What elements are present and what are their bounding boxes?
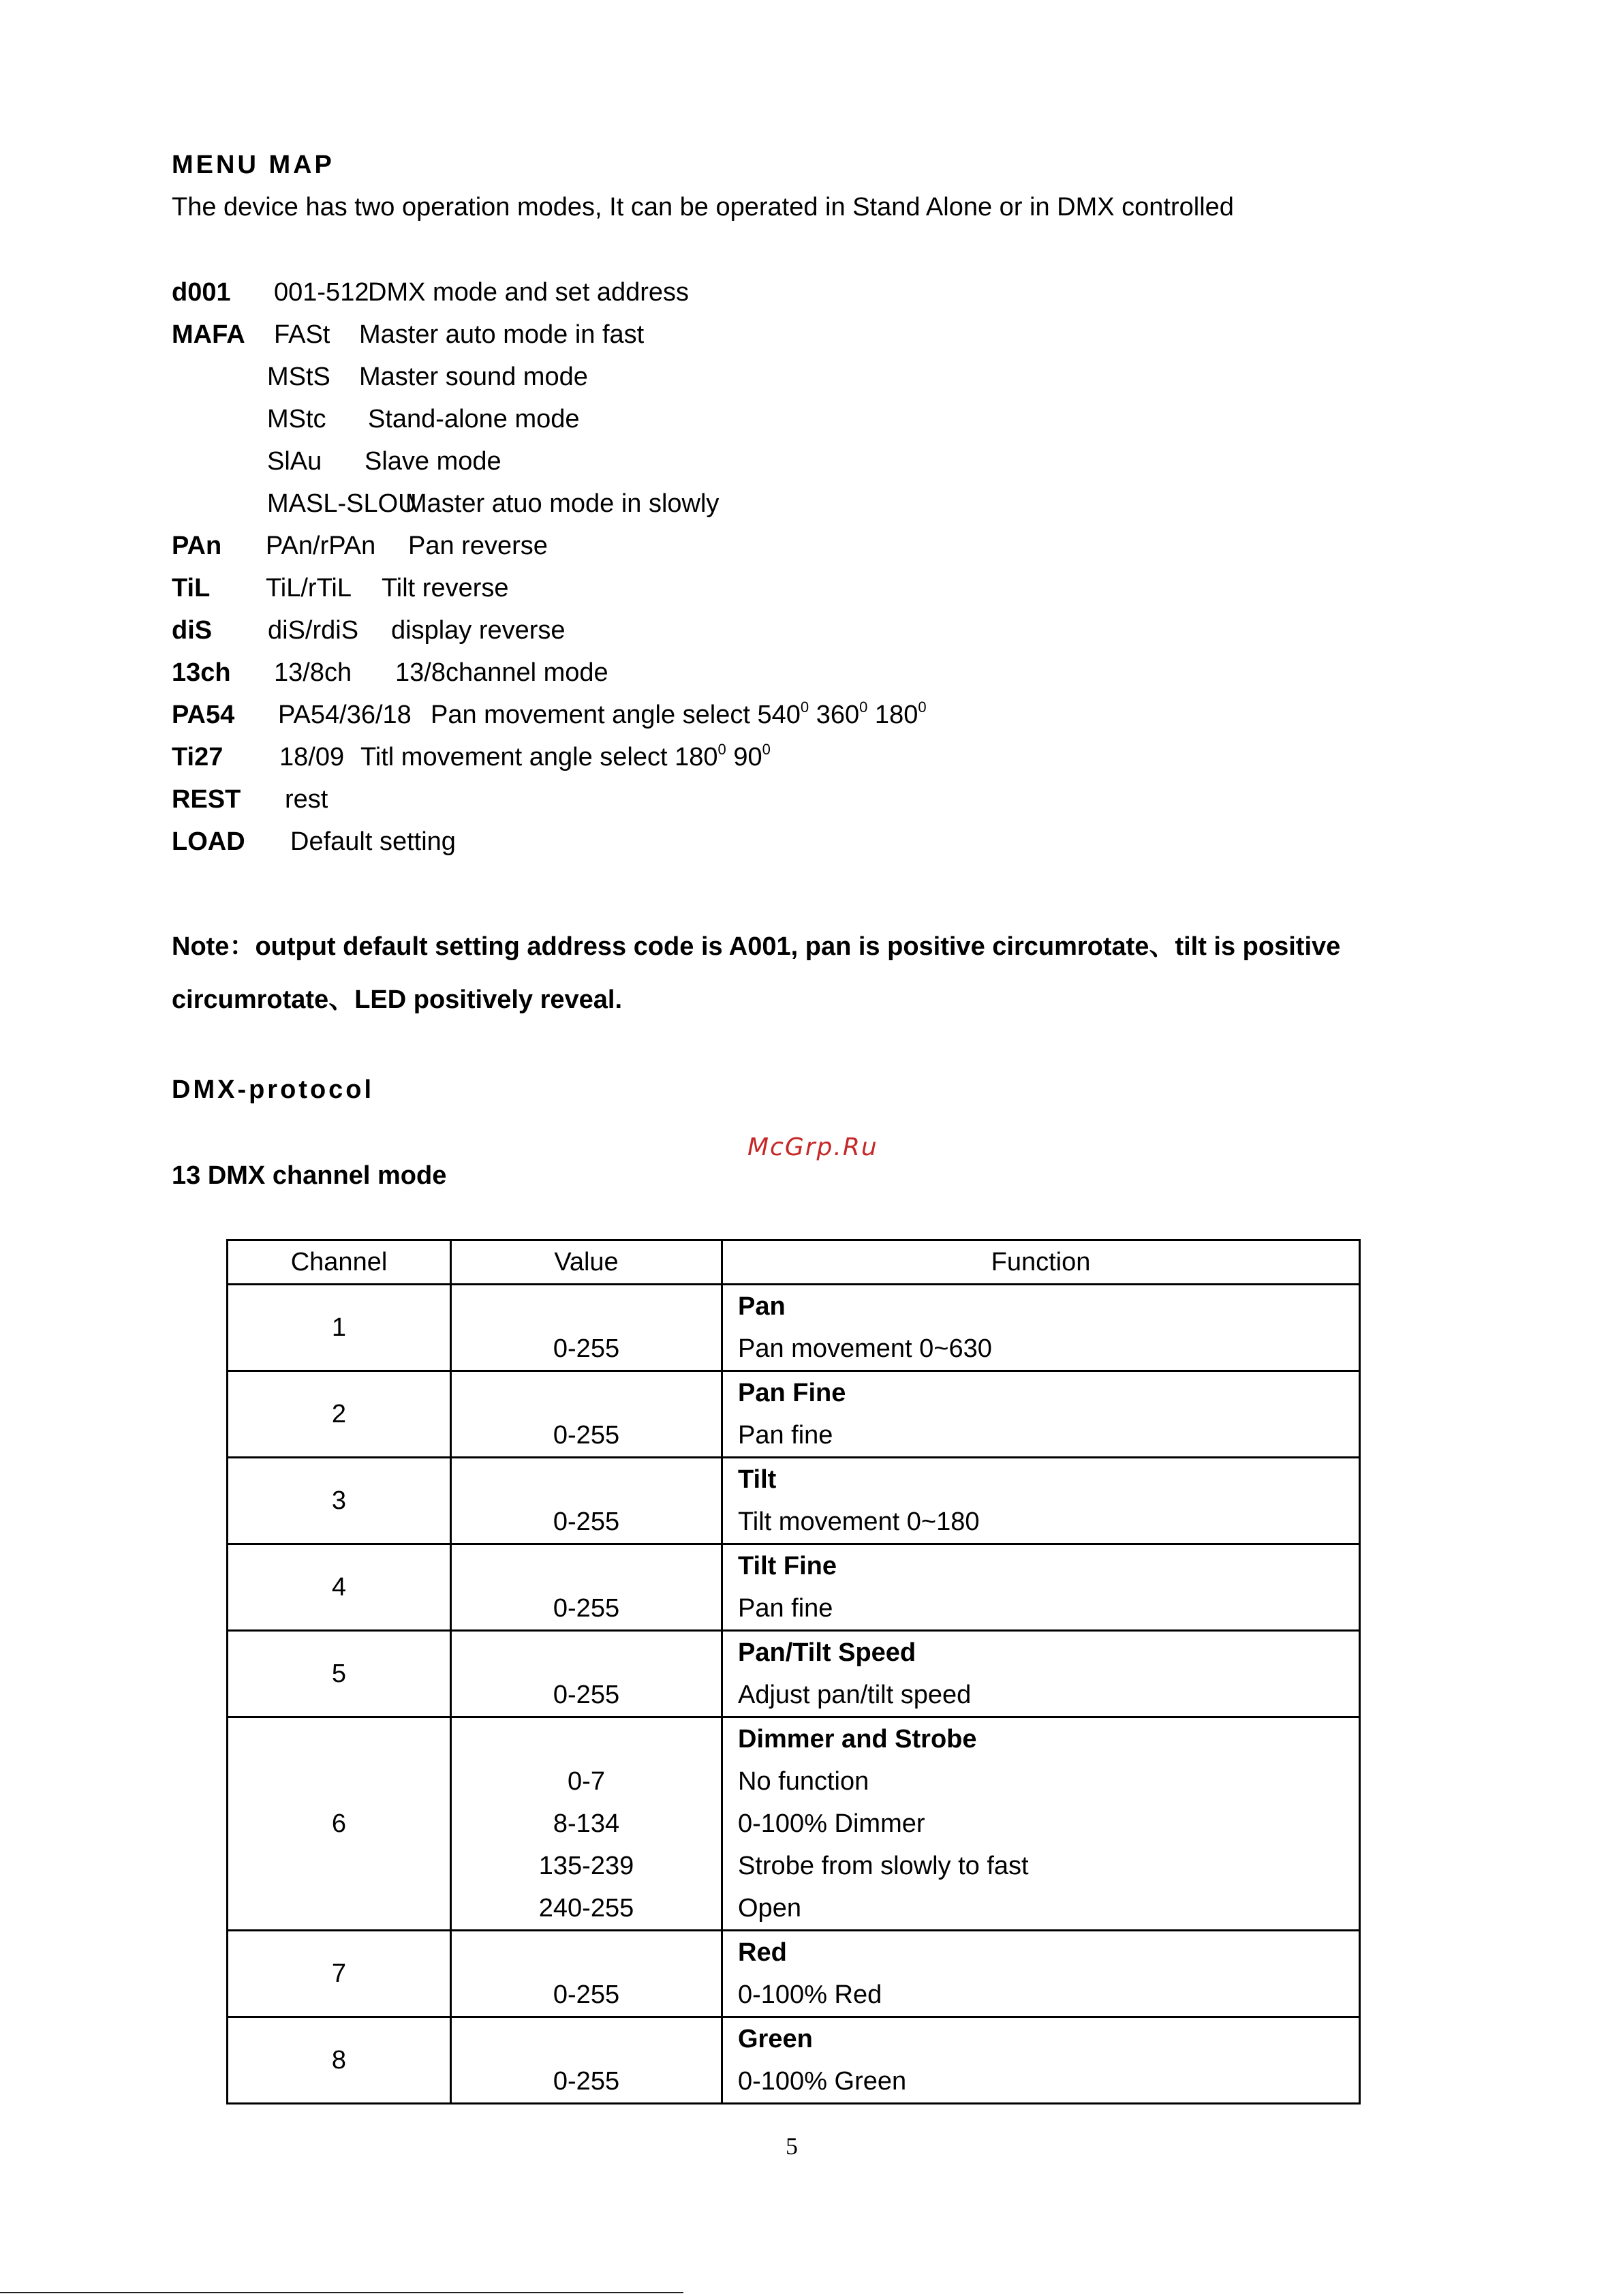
function-title: Pan [738, 1292, 786, 1321]
channel-cell: 8 [228, 2017, 451, 2104]
function-cell [722, 1458, 1360, 1544]
menu-item-description: Pan reverse [408, 532, 548, 560]
table-header-row [228, 1240, 1360, 1285]
degree-mark: 0 [800, 699, 809, 716]
menu-item-key: LOAD [172, 827, 245, 856]
table-row [228, 1285, 1360, 1371]
function-description: No function [738, 1767, 869, 1796]
table-row [228, 1631, 1360, 1717]
menu-item-key: diS [172, 616, 213, 645]
degree-mark: 0 [918, 699, 927, 716]
menu-item-code: diS/rdiS [268, 616, 359, 645]
menu-item-code: Default setting [290, 827, 456, 856]
menu-item-code: PAn/rPAn [266, 532, 376, 560]
function-description: Adjust pan/tilt speed [738, 1681, 972, 1709]
table-row [228, 1717, 1360, 1931]
function-description: 0-100% Green [738, 2067, 907, 2096]
function-description: 0-100% Red [738, 1980, 882, 2009]
menu-item-description: Pan movement angle select $540^0$ $360^0$ $180^0$ [431, 699, 927, 729]
watermark: McGrp.Ru [747, 1133, 878, 1161]
menu-item-code: 13/8ch [274, 658, 352, 687]
footer-rule [0, 2292, 683, 2293]
channel-cell: 3 [228, 1458, 451, 1544]
menu-item-code: MStc [267, 405, 326, 433]
value-cell [451, 1285, 722, 1371]
channel-cell: 6 [228, 1717, 451, 1931]
function-title: Pan Fine [738, 1379, 846, 1407]
channel-cell: 5 [228, 1631, 451, 1717]
header-value: Value [451, 1240, 722, 1285]
note-line-2: circumrotate、LED positively reveal. [172, 985, 623, 1014]
function-title: Red [738, 1938, 787, 1967]
table-row [228, 1931, 1360, 2017]
degree-mark: 0 [717, 741, 726, 758]
menu-item-key: MAFA [172, 320, 245, 349]
menu-item-key: 13ch [172, 658, 231, 687]
page-number: 5 [786, 2132, 798, 2160]
value-range: 0-255 [553, 1681, 620, 1709]
menu-item-code: FASt [274, 320, 330, 349]
menu-item-key: PA54 [172, 701, 235, 729]
menu-map-title: MENU MAP [172, 151, 335, 179]
menu-item-code: 18/09 [279, 743, 345, 771]
menu-item-key: PAn [172, 532, 222, 560]
table-row [228, 1371, 1360, 1458]
channel-mode-title: 13 DMX channel mode [172, 1161, 447, 1190]
function-cell [722, 1371, 1360, 1458]
value-cell [451, 1371, 722, 1458]
function-title: Green [738, 2025, 813, 2053]
menu-item-description: DMX mode and set address [368, 278, 690, 307]
menu-item-description: Master atuo mode in slowly [405, 489, 720, 518]
function-cell [722, 2017, 1360, 2104]
menu-item-description: Stand-alone mode [368, 405, 580, 433]
menu-item-key: REST [172, 785, 241, 814]
function-cell [722, 1631, 1360, 1717]
function-cell [722, 1931, 1360, 2017]
table-body [228, 1285, 1360, 2104]
menu-item-description: display reverse [391, 616, 566, 645]
value-cell [451, 1631, 722, 1717]
degree-mark: 0 [859, 699, 868, 716]
menu-map-intro: The device has two operation modes, It can be operated in Stand Alone or in DMX controlled [172, 193, 1234, 221]
function-description: Pan fine [738, 1594, 833, 1623]
channel-cell: 7 [228, 1931, 451, 2017]
function-cell [722, 1717, 1360, 1931]
function-description: Pan fine [738, 1421, 833, 1450]
menu-item-code: 001-512 [274, 278, 369, 307]
menu-item-description: Master sound mode [359, 363, 588, 391]
function-description: 0-100% Dimmer [738, 1809, 925, 1838]
value-range: 0-255 [553, 1334, 620, 1363]
value-range: 135-239 [538, 1852, 634, 1880]
dmx-protocol-title: DMX-protocol [172, 1075, 375, 1104]
function-title: Dimmer and Strobe [738, 1725, 977, 1754]
function-description: Pan movement 0~630 [738, 1334, 992, 1363]
channel-cell: 1 [228, 1285, 451, 1371]
header-channel: Channel [228, 1240, 451, 1285]
menu-item-description: Slave mode [365, 447, 501, 476]
value-range: 0-255 [553, 1594, 620, 1623]
value-range: 0-255 [553, 2067, 620, 2096]
menu-item-code: MASL-SLOU [267, 489, 417, 518]
menu-item-key: Ti27 [172, 743, 223, 771]
table-row [228, 1458, 1360, 1544]
note-line-1: Note：output default setting address code is A001, pan is positive circumrotate、tilt is positive [172, 932, 1341, 961]
function-title: Tilt [738, 1465, 777, 1494]
table-row [228, 2017, 1360, 2104]
value-cell [451, 2017, 722, 2104]
menu-item-code: TiL/rTiL [266, 574, 352, 602]
function-title: Tilt Fine [738, 1552, 837, 1580]
channel-cell: 4 [228, 1544, 451, 1631]
degree-mark: 0 [762, 741, 771, 758]
value-range: 0-255 [553, 1980, 620, 2009]
menu-item-code: PA54/36/18 [278, 701, 412, 729]
value-cell [451, 1458, 722, 1544]
function-cell [722, 1544, 1360, 1631]
function-cell [722, 1285, 1360, 1371]
header-function: Function [722, 1240, 1360, 1285]
value-range: 8-134 [553, 1809, 620, 1838]
menu-item-description: 13/8channel mode [395, 658, 608, 687]
value-cell [451, 1931, 722, 2017]
menu-item-key: d001 [172, 278, 231, 307]
menu-item-description: Titl movement angle select $180^0$ $90^0$ [360, 741, 771, 771]
channel-cell: 2 [228, 1371, 451, 1458]
value-range: 0-255 [553, 1421, 620, 1450]
function-title: Pan/Tilt Speed [738, 1638, 916, 1667]
value-cell [451, 1717, 722, 1931]
menu-item-code: rest [285, 785, 328, 814]
value-range: 0-7 [568, 1767, 605, 1796]
value-cell [451, 1544, 722, 1631]
function-description: Tilt movement 0~180 [738, 1507, 980, 1536]
value-range: 240-255 [538, 1894, 634, 1923]
table-row [228, 1544, 1360, 1631]
menu-item-code: SlAu [267, 447, 322, 476]
function-description: Open [738, 1894, 801, 1923]
menu-item-code: MStS [267, 363, 330, 391]
function-description: Strobe from slowly to fast [738, 1852, 1029, 1880]
value-range: 0-255 [553, 1507, 620, 1536]
menu-item-description: Tilt reverse [382, 574, 509, 602]
menu-item-key: TiL [172, 574, 211, 602]
menu-item-description: Master auto mode in fast [359, 320, 645, 349]
dmx-channel-table [226, 1239, 1361, 2104]
